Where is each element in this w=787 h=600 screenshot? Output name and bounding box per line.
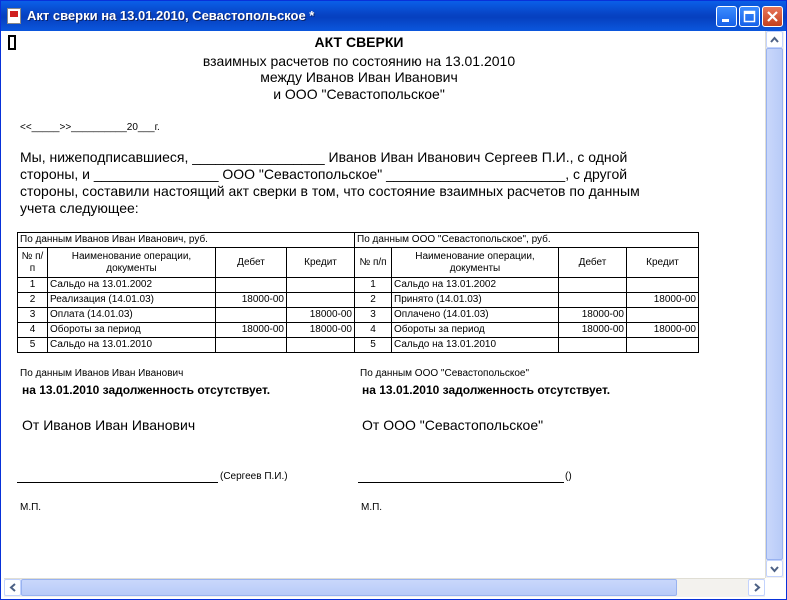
column-header-name: Наименование операции, документы	[48, 248, 216, 278]
parties-line-1: между Иванов Иван Иванович	[260, 69, 458, 85]
document-title: АКТ СВЕРКИ	[314, 34, 404, 50]
row-number: 4	[18, 323, 48, 338]
operation-name: Принято (14.01.03)	[392, 293, 559, 308]
operation-name: Сальдо на 13.01.2010	[392, 338, 559, 353]
column-header-credit: Кредит	[627, 248, 699, 278]
row-number: 4	[355, 323, 392, 338]
credit-value	[287, 338, 355, 353]
row-number: 5	[18, 338, 48, 353]
right-from-label: От ООО "Севастопольское"	[362, 417, 544, 433]
intro-text-1: Мы, нижеподписавшиеся, _________________ Иванов Иван Иванович Сергеев П.И., с одной	[20, 149, 628, 165]
left-summary-label: По данным Иванов Иван Иванович	[20, 368, 184, 379]
debit-value	[216, 338, 287, 353]
right-stamp-label: М.П.	[361, 502, 383, 513]
debit-value	[216, 278, 287, 293]
maximize-button[interactable]	[739, 6, 760, 27]
table-row	[18, 338, 699, 353]
chevron-down-icon	[767, 561, 782, 576]
credit-value	[627, 308, 699, 323]
chevron-right-icon	[749, 580, 764, 595]
right-signatory-name: ()	[565, 471, 572, 482]
left-signature-line	[17, 482, 218, 483]
document-subtitle: взаимных расчетов по состоянию на 13.01.2010	[202, 53, 516, 69]
title-bar[interactable]	[1, 1, 786, 31]
credit-value	[627, 338, 699, 353]
horizontal-scroll-thumb[interactable]	[21, 579, 677, 596]
row-number: 2	[355, 293, 392, 308]
table-row	[18, 278, 699, 293]
operation-name: Реализация (14.01.03)	[48, 293, 216, 308]
debit-value: 18000-00	[216, 323, 287, 338]
minimize-button[interactable]	[716, 6, 737, 27]
reconciliation-table	[17, 232, 699, 353]
operation-name: Сальдо на 13.01.2002	[392, 278, 559, 293]
right-summary-label: По данным ООО "Севастопольское"	[360, 368, 530, 379]
intro-text-3: стороны, составили настоящий акт сверки в том, что состояние взаимных расчетов по данным	[20, 183, 640, 199]
row-number: 1	[355, 278, 392, 293]
row-number: 5	[355, 338, 392, 353]
chevron-up-icon	[767, 32, 782, 47]
debit-value	[559, 293, 627, 308]
row-number: 3	[18, 308, 48, 323]
right-summary-result: на 13.01.2010 задолженность отсутствует.	[362, 383, 611, 397]
column-header-debit: Дебет	[216, 248, 287, 278]
scroll-down-button[interactable]	[766, 560, 783, 577]
debit-value	[559, 278, 627, 293]
credit-value: 18000-00	[627, 323, 699, 338]
row-number: 3	[355, 308, 392, 323]
scroll-left-button[interactable]	[4, 579, 21, 596]
debit-value: 18000-00	[559, 308, 627, 323]
table-row	[18, 323, 699, 338]
right-signature-line	[358, 482, 564, 483]
scroll-right-button[interactable]	[748, 579, 765, 596]
operation-name: Сальдо на 13.01.2002	[48, 278, 216, 293]
window-title: Акт сверки на 13.01.2010, Севастопольское *	[27, 8, 315, 23]
vertical-scrollbar[interactable]	[765, 31, 784, 578]
credit-value	[287, 293, 355, 308]
debit-value	[216, 308, 287, 323]
left-party-header: По данным Иванов Иван Иванович, руб.	[18, 233, 355, 248]
document-icon[interactable]	[7, 8, 21, 24]
debit-value: 18000-00	[559, 323, 627, 338]
date-line: <<_____>>__________20___г.	[20, 122, 160, 133]
credit-value: 18000-00	[287, 308, 355, 323]
operation-name: Оплата (14.01.03)	[48, 308, 216, 323]
vertical-scroll-thumb[interactable]	[766, 48, 783, 560]
chevron-left-icon	[5, 580, 20, 595]
operation-name: Обороты за период	[48, 323, 216, 338]
document-area[interactable]	[4, 31, 765, 578]
horizontal-scrollbar[interactable]	[4, 578, 765, 597]
intro-text-2: стороны, и ________________ ООО "Севастопольское" _______________________, с другой	[20, 166, 628, 182]
column-header-debit: Дебет	[559, 248, 627, 278]
operation-name: Оплачено (14.01.03)	[392, 308, 559, 323]
operation-name: Обороты за период	[392, 323, 559, 338]
column-header-name: Наименование операции, документы	[392, 248, 559, 278]
debit-value: 18000-00	[216, 293, 287, 308]
right-party-header: По данным ООО "Севастопольское", руб.	[355, 233, 699, 248]
close-button[interactable]	[762, 6, 783, 27]
left-from-label: От Иванов Иван Иванович	[22, 417, 196, 433]
left-stamp-label: М.П.	[20, 502, 42, 513]
intro-text-4: учета следующее:	[20, 200, 139, 216]
table-row	[18, 293, 699, 308]
debit-value	[559, 338, 627, 353]
column-header-num: № п/п	[18, 248, 48, 278]
row-number: 1	[18, 278, 48, 293]
credit-value: 18000-00	[627, 293, 699, 308]
left-summary-result: на 13.01.2010 задолженность отсутствует.	[22, 383, 271, 397]
column-header-num: № п/п	[355, 248, 392, 278]
credit-value	[287, 278, 355, 293]
close-icon	[763, 7, 782, 26]
table-row	[18, 308, 699, 323]
scroll-up-button[interactable]	[766, 31, 783, 48]
column-header-credit: Кредит	[287, 248, 355, 278]
row-number: 2	[18, 293, 48, 308]
maximize-icon	[740, 7, 759, 26]
left-signatory-name: (Сергеев П.И.)	[220, 471, 288, 482]
parties-line-2: и ООО "Севастопольское"	[273, 86, 445, 102]
credit-value	[627, 278, 699, 293]
operation-name: Сальдо на 13.01.2010	[48, 338, 216, 353]
credit-value: 18000-00	[287, 323, 355, 338]
minimize-icon	[717, 7, 736, 26]
